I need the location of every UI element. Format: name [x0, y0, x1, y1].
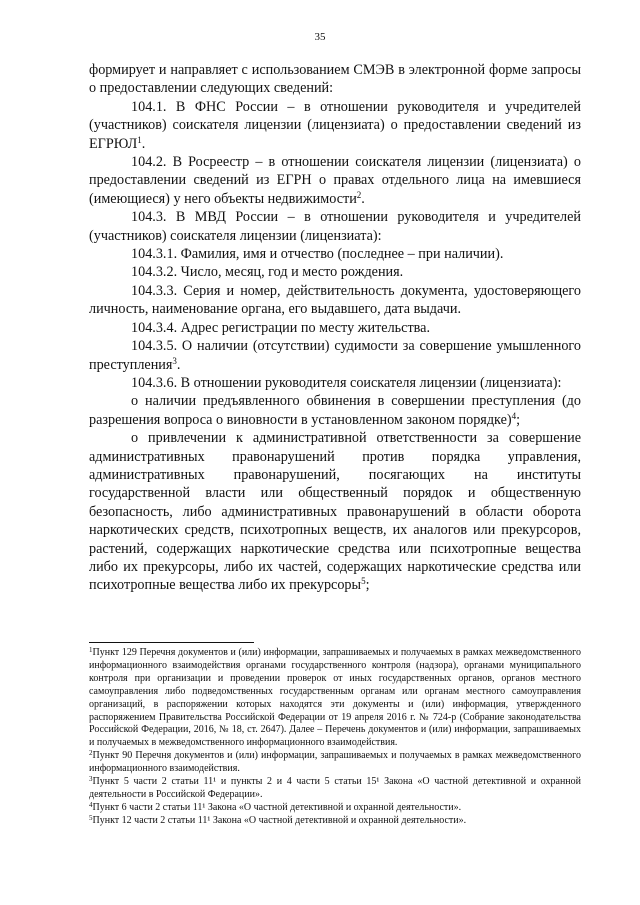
footnote-separator [89, 642, 254, 643]
paragraph-intro: формирует и направляет с использованием СМЭВ в электронной форме запросы о предоставлении следующих сведений: [89, 62, 581, 97]
footnote-ref-4[interactable]: 4 [511, 410, 517, 421]
paragraph-104-2: 104.2. В Росреестр – в отношении соискателя лицензии (лицензиата) о предоставлении сведений из ЕГРН о правах отдельного лица на имевшиеся (имеющиеся) у него объекты недвижимости$^2$. [89, 154, 581, 207]
footnote-mark: 5 [89, 813, 93, 822]
footnote-3: $^3$Пункт 5 части 2 статьи 11¹ и пункты 2 и 4 части 5 статьи 15¹ Закона «О частной детективной и охранной деятельности в Российской Федерации». [89, 775, 581, 800]
paragraph-104-3-3: 104.3.3. Серия и номер, действительность документа, удостоверяющего личность, наименование органа, его выдавшего, дата выдачи. [89, 282, 581, 318]
paragraph-104-3-2: 104.3.2. Число, месяц, год и место рождения. [131, 264, 404, 281]
paragraph-104-1: 104.1. В ФНС России – в отношении руководителя и учредителей (участников) соискателя лицензии (лицензиата) о предоставлении сведений из ЕГРЮЛ$^1$. [89, 98, 581, 152]
footnote-5: $^5$Пункт 12 части 2 статьи 11¹ Закона «О частной детективной и охранной деятельности». [89, 813, 467, 826]
footnote-ref-2[interactable]: 2 [356, 189, 362, 200]
paragraph-104-3-6: 104.3.6. В отношении руководителя соискателя лицензии (лицензиата): [131, 374, 562, 391]
footnote-ref-3[interactable]: 3 [172, 355, 177, 366]
footnote-2: $^2$Пункт 90 Перечня документов и (или) информации, запрашиваемых и получаемых в рамках межведомственного информационного взаимодействия. [89, 749, 581, 775]
footnote-ref-1[interactable]: 1 [137, 134, 142, 145]
footnotes [89, 647, 581, 828]
paragraph-104-3-1: 104.3.1. Фамилия, имя и отчество (последнее – при наличии). [131, 246, 504, 263]
footnote-mark: 1 [89, 646, 93, 654]
footnote-ref-5[interactable]: 5 [361, 576, 366, 587]
footnote-4: $^4$Пункт 6 части 2 статьи 11¹ Закона «О частной детективной и охранной деятельности». [89, 800, 462, 813]
paragraph-accusation: о наличии предъявленного обвинения в совершении преступления (до разрешения вопроса о виновности в установленном законом порядке)$^4$; [89, 393, 581, 428]
footnote-mark: 3 [89, 775, 93, 784]
paragraph-104-3: 104.3. В МВД России – в отношении руководителя и учредителей (участников) соискателя лицензии (лицензиата): [89, 209, 581, 244]
paragraph-104-3-5: 104.3.5. О наличии (отсутствии) судимости за совершение умышленного преступления$^3$. [89, 338, 581, 373]
footnote-mark: 4 [89, 800, 93, 809]
footnote-1: $^1$Пункт 129 Перечня документов и (или) информации, запрашиваемых и получаемых в рамках межведомственного информационного взаимодействия органами государственного контроля (надзора), органами муниципального контроля при организации и проведении проверок от иных государственных органов, органов местного самоуправления либо подведомственных государственным органам или органам местного самоуправления организаций, в распоряжении которых находятся эти документы и (или) информация, утвержденного распоряжением Правительства Российской Федерации от 19 апреля 2016 г. № 724-р (Собрание законодательства Российской Федерации, 2016, № 18, ст. 2647). Далее – Перечень документов и (или) информации, запрашиваемых и получаемых в межведомственного информационного взаимодействия. [89, 646, 581, 749]
body-text [89, 61, 581, 595]
footnote-mark: 2 [89, 749, 93, 758]
paragraph-104-3-4: 104.3.4. Адрес регистрации по месту жительства. [131, 319, 431, 336]
page-number: 35 [314, 31, 326, 43]
paragraph-administrative: о привлечении к административной ответственности за совершение административных правонарушений против порядка управления, административных правонарушений, посягающих на институты государственной власти или общественный порядок и общественную безопасность, либо административных правонарушений в области оборота наркотических средств, психотропных веществ, их аналогов или прекурсоров, растений, содержащих наркотические средства или психотропные вещества либо их прекурсоры, либо их частей, содержащих наркотические средства или психотропные вещества либо их прекурсоры$^5$; [89, 430, 581, 594]
